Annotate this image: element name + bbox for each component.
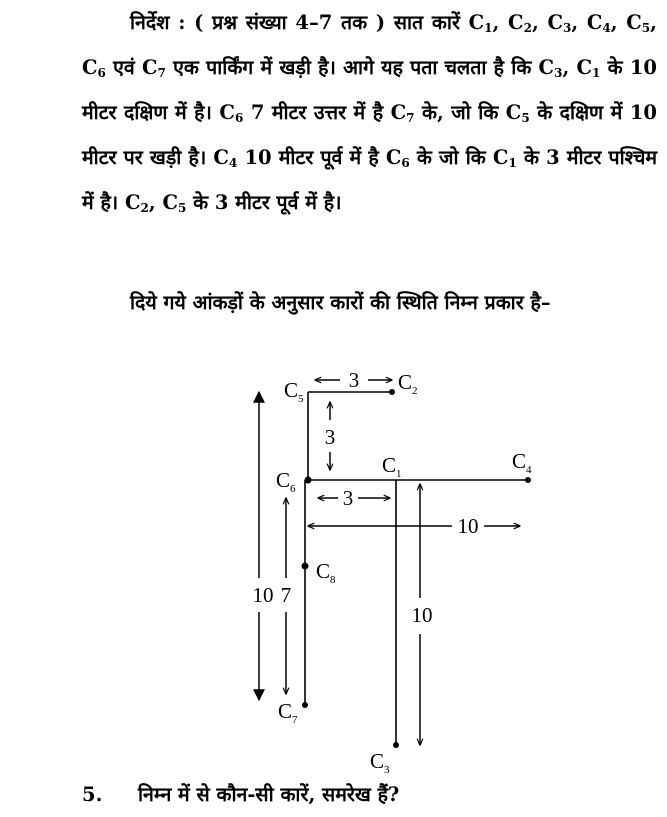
text: के दक्षिण में 10 मीटर पर खड़ी है। C	[82, 101, 657, 169]
text: के 3 मीटर पश्चिम में है। C	[82, 146, 657, 214]
text: दिये गये आंकड़ों के अनुसार कारों की स्थिति निम्न प्रकार है–	[130, 291, 551, 314]
subscript: 7	[157, 66, 166, 80]
subscript: 1	[508, 156, 517, 170]
subscript: 5	[521, 111, 530, 125]
subscript: 4	[602, 21, 611, 35]
text: 10 मीटर पूर्व में है C	[237, 146, 402, 169]
car-label-c1: $C_1$	[382, 453, 402, 480]
car-label-c5: $C_5$	[284, 378, 304, 405]
car-label-c6: $C_6$	[276, 468, 296, 495]
subscript: 7	[406, 111, 415, 125]
subscript: 2	[140, 201, 149, 215]
subscript: 3	[554, 66, 563, 80]
directions-paragraph	[82, 0, 657, 225]
question-number: 5.	[82, 783, 103, 806]
text: , C	[148, 191, 178, 214]
car-label-c4: $C_4$	[512, 449, 532, 476]
car-dot-c7	[302, 702, 308, 708]
car-dot-c8	[302, 563, 309, 570]
question	[82, 780, 657, 810]
car-label-c8: $C_8$	[316, 559, 336, 586]
distance-c6-c7: 10	[252, 583, 274, 607]
subscript: 1	[592, 66, 601, 80]
text: , C	[610, 11, 642, 34]
text: के 10 मीटर दक्षिण में है। C	[82, 56, 657, 124]
distance-c5-c6: 3	[324, 425, 336, 449]
text: के, जो कि C	[414, 101, 522, 124]
text: , C	[492, 11, 524, 34]
subscript: 2	[523, 21, 532, 35]
subscript: 1	[484, 21, 493, 35]
distance-c6-c4: 10	[457, 514, 479, 538]
subscript: 6	[97, 66, 106, 80]
subscript: 5	[177, 201, 187, 215]
subscript: 4	[228, 156, 238, 170]
text: , C	[82, 11, 657, 79]
text: के 3 मीटर पूर्व में है।	[186, 191, 342, 214]
text: , C	[571, 11, 603, 34]
car-dot-c4	[525, 477, 531, 483]
distance-c1-c3: 10	[411, 603, 433, 627]
distance-c5-c2: 3	[348, 368, 360, 392]
car-label-c3: $C_3$	[370, 749, 390, 776]
text: एक पार्किंग में खड़ी है। आगे यह पता चलता है कि C	[165, 56, 555, 79]
text: एवं C	[105, 56, 158, 79]
car-dot-c6	[305, 477, 312, 484]
question-text: निम्न में से कौन-सी कारें, समरेख हैं?	[138, 783, 400, 806]
subscript: 5	[641, 21, 651, 35]
text: , C	[531, 11, 563, 34]
text: , C	[562, 56, 592, 79]
car-dot-c3	[393, 742, 399, 748]
car-label-c2: $C_2$	[398, 370, 418, 397]
subscript: 3	[562, 21, 572, 35]
text: के जो कि C	[409, 146, 509, 169]
subscript: 6	[234, 111, 244, 125]
distance-c6-c1: 3	[342, 486, 354, 510]
distance-c5-c7: 7	[280, 583, 292, 607]
solution-paragraph	[82, 280, 657, 325]
car-label-c7: $C_7$	[278, 699, 298, 726]
car-position-diagram	[0, 360, 667, 780]
text: 7 मीटर उत्तर में है C	[243, 101, 407, 124]
subscript: 6	[401, 156, 410, 170]
text: निर्देश : ( प्रश्न संख्या 4–7 तक ) सात कारें C	[130, 11, 485, 34]
car-dot-c2	[389, 389, 395, 395]
